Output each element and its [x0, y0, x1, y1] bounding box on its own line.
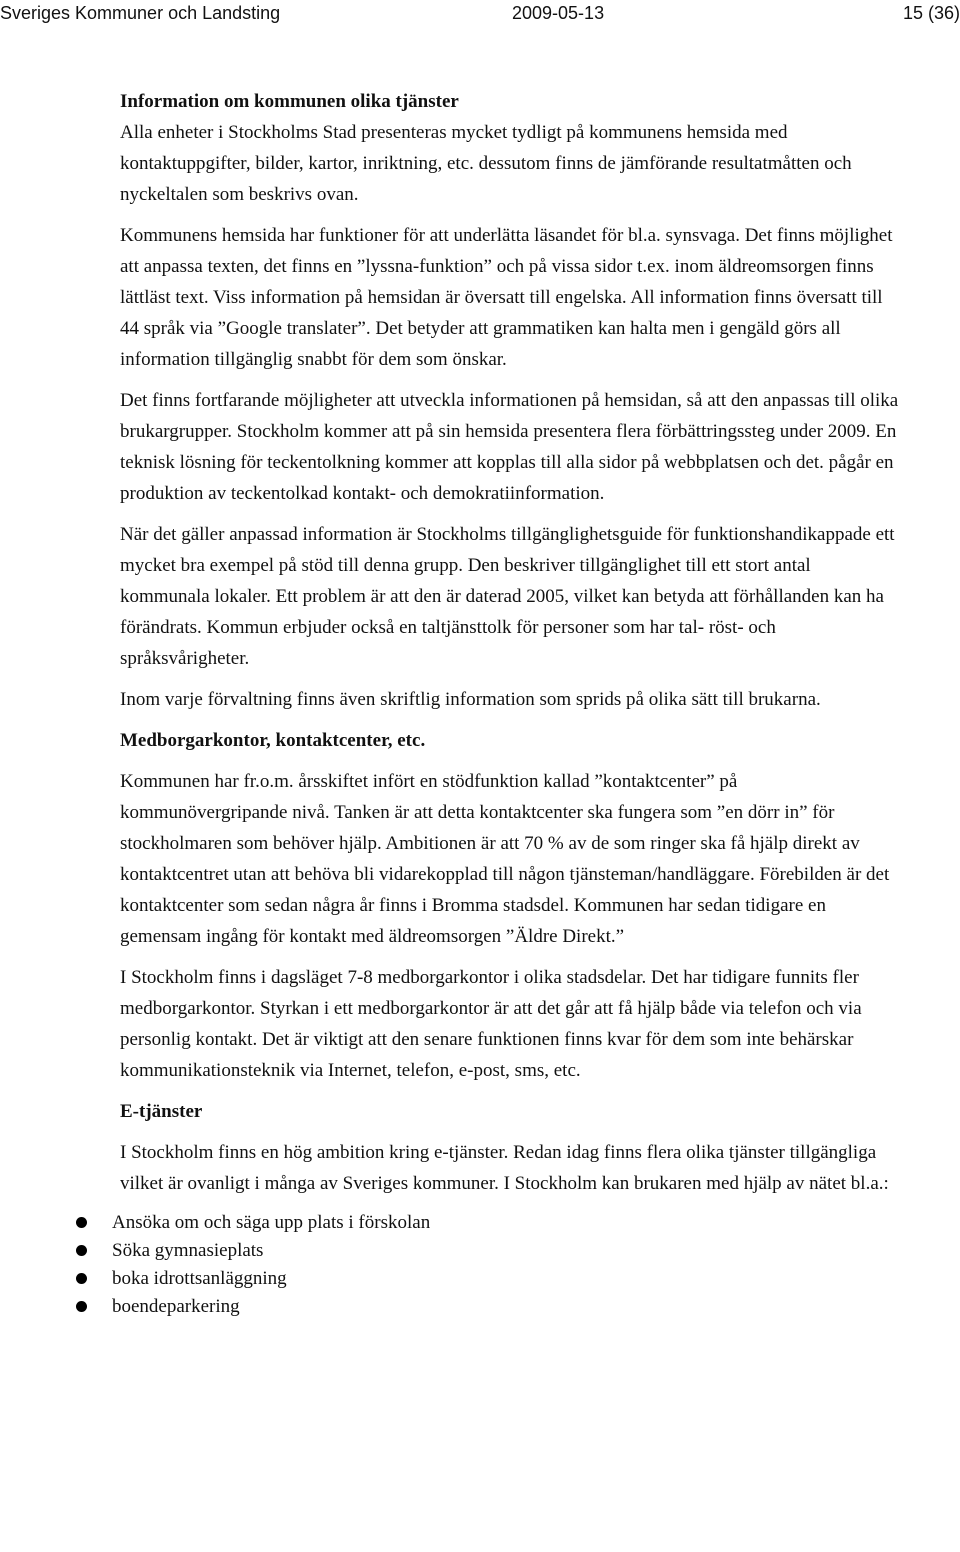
paragraph: Kommunen har fr.o.m. årsskiftet infört en stödfunktion kallad ”kontaktcenter” på kommunövergripande nivå. Tanken är att detta kontaktcenter ska fungera som ”en dörr in” för stockholmaren som behöver hjälp. Ambitionen är att 70 % av de som ringer ska få hjälp direkt av kontaktcentret utan att behöva bli vidarekopplad till någon tjänsteman/handläggare. Förebilden är det kontaktcenter som sedan några år finns i Bromma stadsdel. Kommunen har sedan tidigare en gemensam ingång för kontakt med äldreomsorgen ”Äldre Direkt.”	[120, 771, 890, 947]
bullet-icon	[76, 1301, 87, 1312]
paragraph: I Stockholm finns en hög ambition kring e-tjänster. Redan idag finns flera olika tjänster tillgängliga vilket är ovanligt i många av Sveriges kommuner. I Stockholm kan brukaren med hjälp av nätet bl.a.:	[120, 1142, 889, 1194]
paragraph: I Stockholm finns i dagsläget 7-8 medborgarkontor i olika stadsdelar. Det har tidigare funnits fler medborgarkontor. Styrkan i ett medborgarkontor är att det går att få hjälp både via telefon och via personlig kontakt. Det är viktigt att den senare funktionen finns kvar för dem som inte behärskar kommunikationsteknik via Internet, telefon, e-post, sms, etc.	[120, 967, 862, 1081]
bullet-icon	[76, 1217, 87, 1228]
section-title-information: Information om kommunen olika tjänster	[120, 91, 459, 112]
header-organization: Sveriges Kommuner och Landsting	[0, 3, 281, 23]
list-item-text: boka idrottsanläggning	[112, 1268, 287, 1289]
bullet-icon	[76, 1245, 87, 1256]
section-title-medborgarkontor: Medborgarkontor, kontaktcenter, etc.	[120, 730, 426, 751]
list-item	[38, 1237, 900, 1265]
list-item	[38, 1293, 900, 1321]
header-page-number: 15 (36)	[902, 3, 960, 23]
e-services-list	[112, 1209, 900, 1321]
bullet-icon	[76, 1273, 87, 1284]
list-item-text: Söka gymnasieplats	[112, 1240, 264, 1261]
paragraph: När det gäller anpassad information är Stockholms tillgänglighetsguide för funktionshandikappade ett mycket bra exempel på stöd till denna grupp. Den beskriver tillgänglighet till ett stort antal kommunala lokaler. Ett problem är att den är daterad 2005, vilket kan betyda att förhållanden kan ha förändrats. Kommun erbjuder också en taltjänsttolk för personer som har tal- röst- och språksvårigheter.	[120, 524, 895, 669]
paragraph: Alla enheter i Stockholms Stad presenteras mycket tydligt på kommunens hemsida med kontaktuppgifter, bilder, kartor, inriktning, etc. dessutom finns de jämförande resultatmåtten och nyckeltalen som beskrivs ovan.	[120, 122, 852, 205]
page-header	[0, 0, 960, 26]
list-item-text: boendeparkering	[112, 1296, 240, 1317]
list-item-text: Ansöka om och säga upp plats i förskolan	[112, 1212, 431, 1233]
paragraph: Kommunens hemsida har funktioner för att underlätta läsandet för bl.a. synsvaga. Det finns möjlighet att anpassa texten, det finns en ”lyssna-funktion” och på vissa sidor t.ex. inom äldreomsorgen finns lättläst text. Viss information på hemsidan är översatt till engelska. All information finns översatt till 44 språk via ”Google translater”. Det betyder att grammatiken kan halta men i gengäld görs all information tillgänglig snabbt för dem som önskar.	[120, 225, 893, 370]
section-title-e-tjanster: E-tjänster	[120, 1101, 203, 1122]
list-item	[38, 1209, 900, 1237]
paragraph: Inom varje förvaltning finns även skriftlig information som sprids på olika sätt till brukarna.	[120, 689, 821, 710]
document-body	[112, 86, 900, 1321]
header-date: 2009-05-13	[512, 3, 605, 23]
list-item	[38, 1265, 900, 1293]
paragraph: Det finns fortfarande möjligheter att utveckla informationen på hemsidan, så att den anpassas till olika brukargrupper. Stockholm kommer att på sin hemsida presentera flera förbättringssteg under 2009. En teknisk lösning för teckentolkning kommer att kopplas till alla sidor på webbplatsen och det. pågår en produktion av teckentolkad kontakt- och demokratiinformation.	[120, 390, 899, 504]
